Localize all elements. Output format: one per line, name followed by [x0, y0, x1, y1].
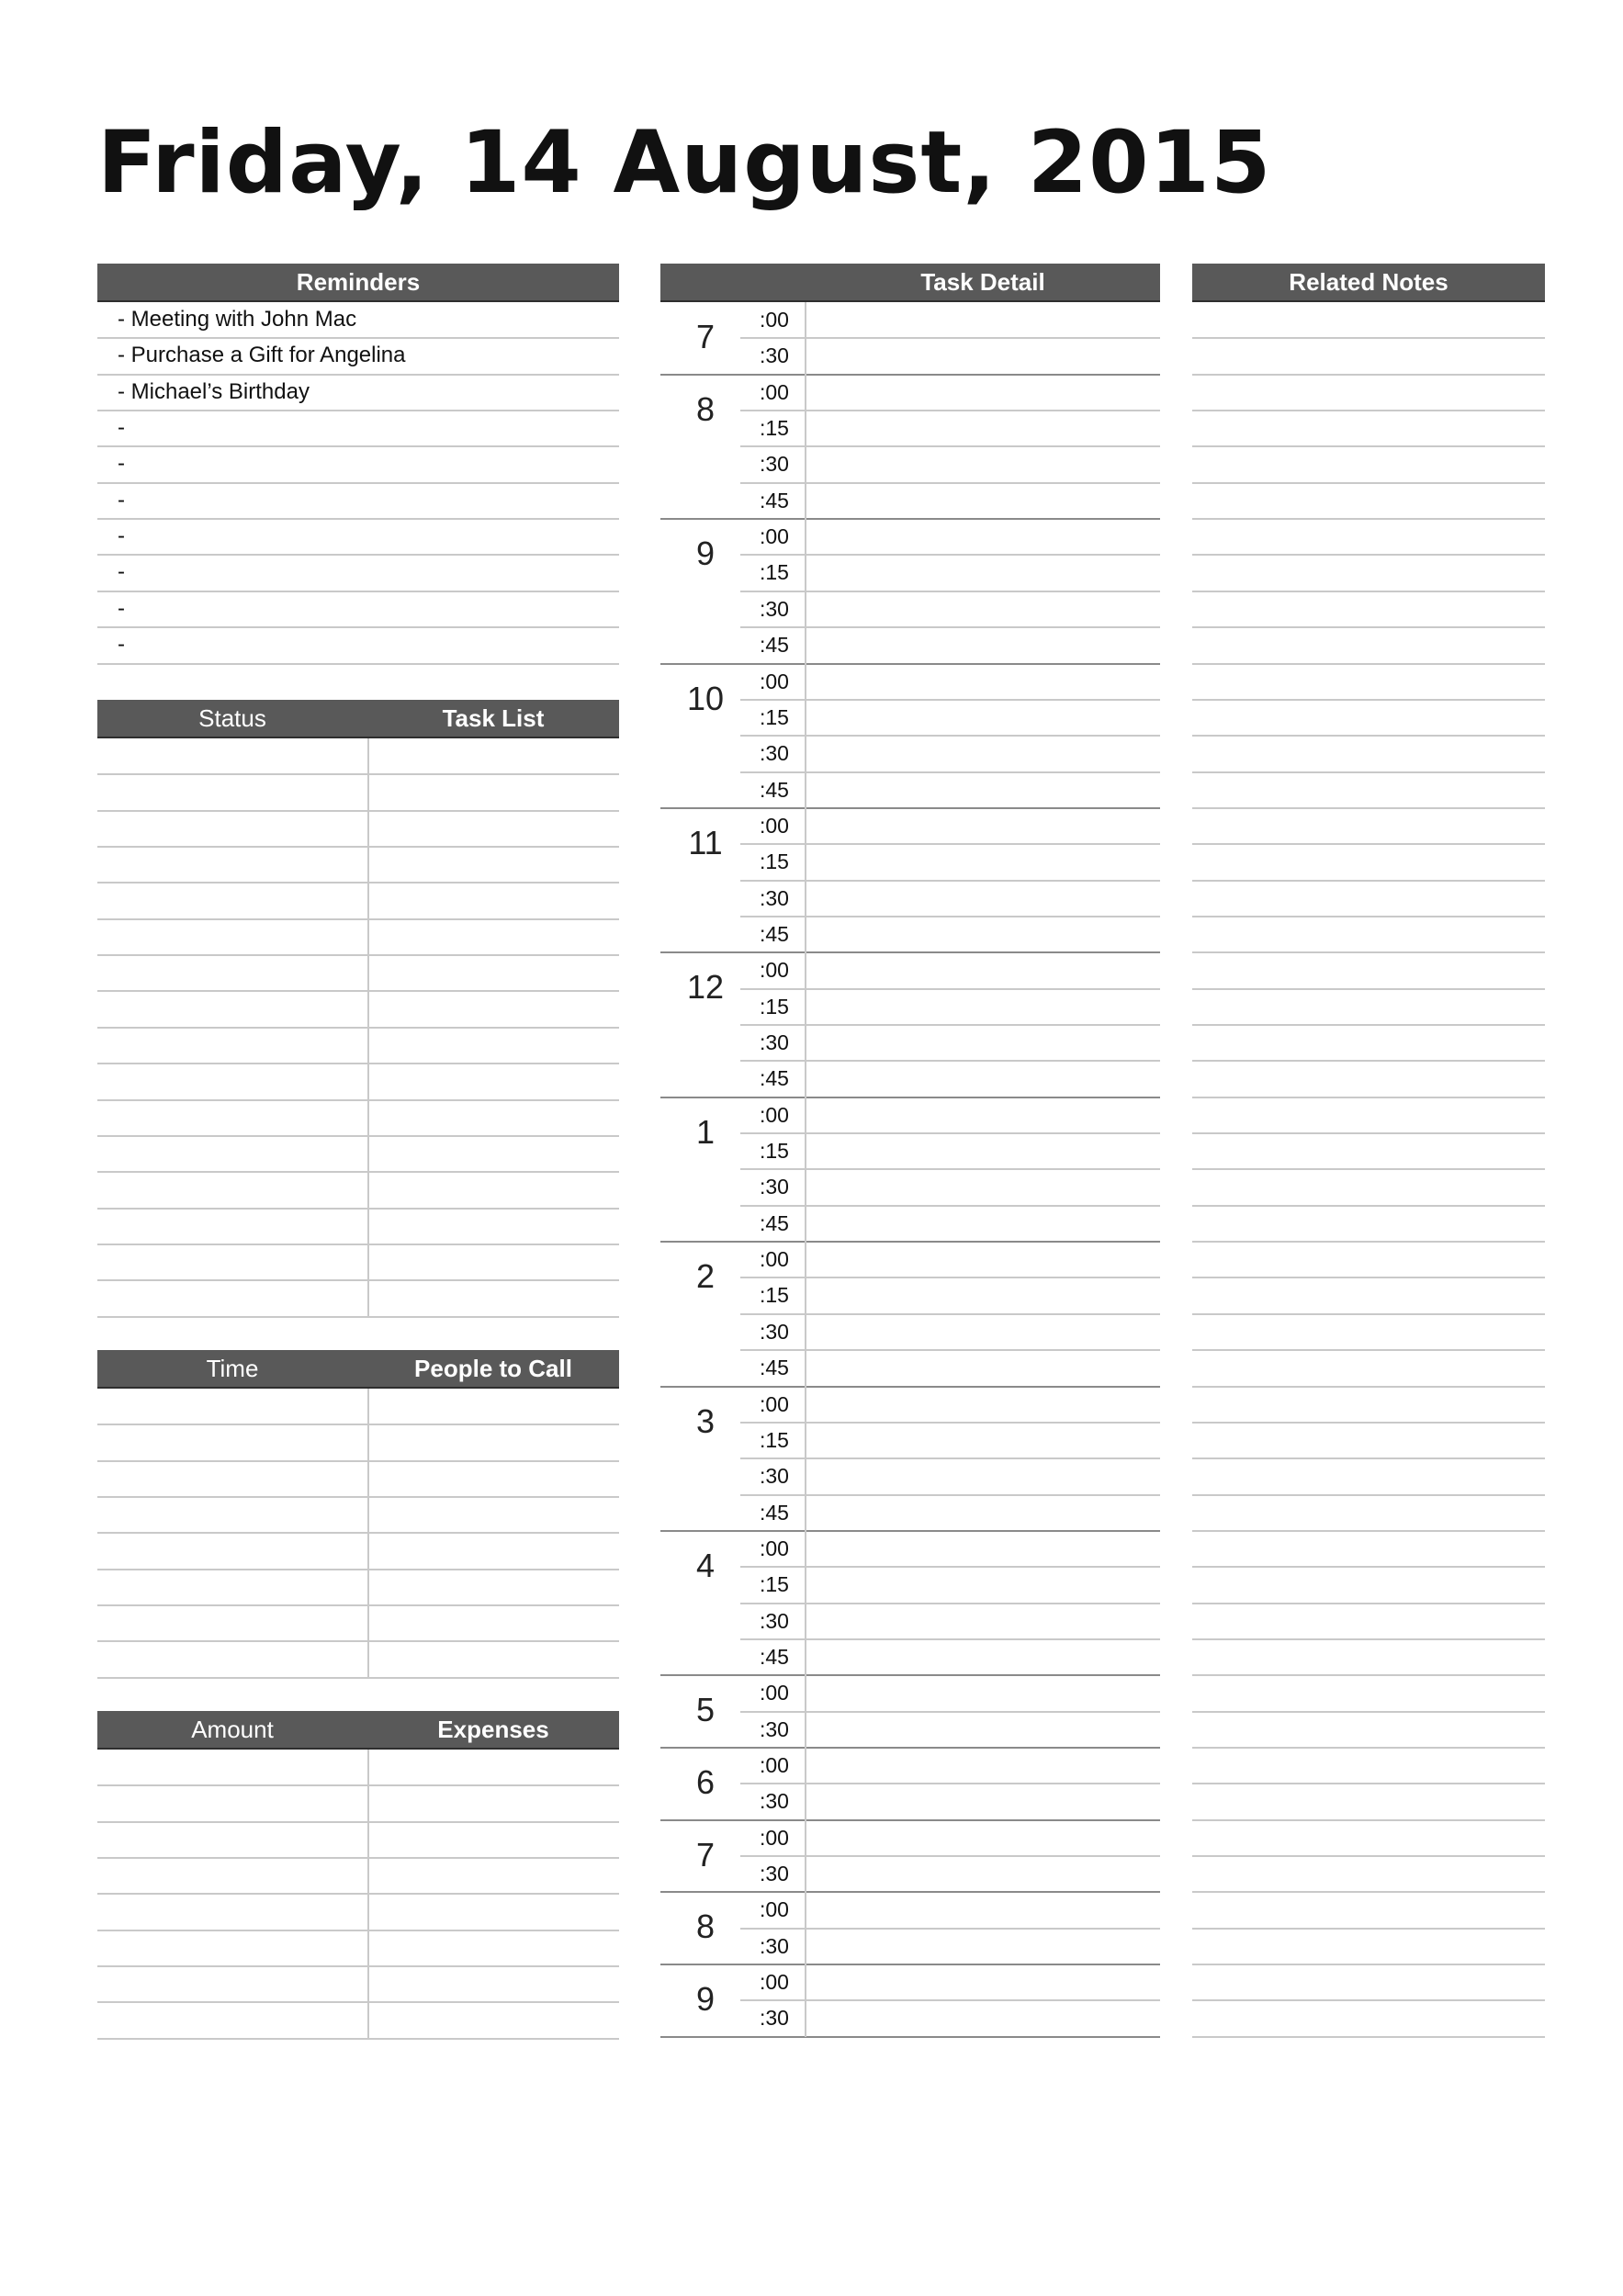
- hour-label: 1: [695, 1112, 716, 1151]
- row-divider: [97, 1569, 619, 1570]
- reminder-item: - Meeting with John Mac: [118, 307, 357, 332]
- notes-line: [1192, 1999, 1545, 2001]
- schedule-divider: [660, 1964, 1160, 1965]
- time-column-header: Time: [206, 1355, 259, 1382]
- reminder-item: - Purchase a Gift for Angelina: [118, 343, 406, 368]
- expenses-column-header: Expenses: [437, 1716, 549, 1743]
- schedule-divider: [660, 1747, 1160, 1749]
- notes-line: [1192, 1132, 1545, 1134]
- task-detail-header-label: Task Detail: [920, 268, 1045, 296]
- schedule-divider: [660, 1891, 1160, 1893]
- row-divider: [97, 1893, 619, 1895]
- notes-line: [1192, 1855, 1545, 1857]
- row-divider: [97, 954, 619, 956]
- minute-label: :00: [760, 1102, 789, 1127]
- notes-line: [1192, 1168, 1545, 1170]
- row-divider: [97, 591, 619, 592]
- minute-label: :00: [760, 1970, 789, 1995]
- minute-label: :00: [760, 813, 789, 838]
- notes-line: [1192, 1603, 1545, 1604]
- row-divider: [97, 1063, 619, 1064]
- notes-line: [1192, 916, 1545, 917]
- minute-label: :00: [760, 1897, 789, 1922]
- schedule-divider: [660, 1530, 1160, 1532]
- minute-label: :30: [760, 1789, 789, 1814]
- people-to-call-column-header: People to Call: [414, 1355, 572, 1382]
- notes-line: [1192, 374, 1545, 376]
- row-divider: [97, 445, 619, 447]
- notes-line: [1192, 1494, 1545, 1496]
- hour-label: 7: [695, 1835, 716, 1874]
- minute-label: :30: [760, 2006, 789, 2031]
- minute-label: :15: [760, 560, 789, 585]
- minute-label: :45: [760, 1644, 789, 1669]
- row-divider: [97, 882, 619, 884]
- notes-line: [1192, 591, 1545, 592]
- hour-label: 4: [695, 1546, 716, 1584]
- notes-line: [1192, 1638, 1545, 1640]
- minute-label: :45: [760, 921, 789, 946]
- hour-label: 9: [695, 1980, 716, 2019]
- row-divider: [97, 1496, 619, 1498]
- row-divider: [97, 410, 619, 411]
- minute-label: :15: [760, 704, 789, 729]
- reminder-item: -: [118, 595, 125, 621]
- row-divider: [97, 1279, 619, 1281]
- minute-label: :30: [760, 452, 789, 477]
- row-divider: [97, 1532, 619, 1534]
- schedule-divider: [660, 663, 1160, 665]
- hour-label: 10: [686, 679, 725, 717]
- minute-label: :30: [760, 1608, 789, 1633]
- people-to-call-header: [97, 1350, 619, 1389]
- row-divider: [97, 1604, 619, 1606]
- row-divider: [97, 1171, 619, 1173]
- notes-line: [1192, 1241, 1545, 1243]
- minute-label: :30: [760, 343, 789, 368]
- schedule-divider: [660, 807, 1160, 809]
- notes-line: [1192, 807, 1545, 809]
- hour-label: 3: [695, 1401, 716, 1440]
- notes-line: [1192, 518, 1545, 520]
- minute-label: :15: [760, 1427, 789, 1452]
- hour-label: 9: [695, 535, 716, 573]
- row-divider: [97, 1244, 619, 1245]
- notes-line: [1192, 2036, 1545, 2038]
- notes-line: [1192, 337, 1545, 339]
- schedule-divider: [660, 1819, 1160, 1821]
- notes-line: [1192, 699, 1545, 701]
- related-notes-header: [1192, 264, 1545, 302]
- minute-label: :00: [760, 1391, 789, 1416]
- minute-label: :00: [760, 1825, 789, 1850]
- minute-label: :15: [760, 850, 789, 874]
- row-divider: [97, 554, 619, 556]
- minute-label: :30: [760, 741, 789, 766]
- row-divider: [97, 1784, 619, 1786]
- notes-line: [1192, 1964, 1545, 1965]
- notes-line: [1192, 1097, 1545, 1098]
- minute-label: :45: [760, 633, 789, 658]
- row-divider: [97, 1857, 619, 1859]
- minute-label: :00: [760, 1247, 789, 1272]
- minute-label: :30: [760, 1933, 789, 1958]
- row-divider: [97, 1460, 619, 1462]
- task-list-column-header: Task List: [442, 704, 545, 732]
- reminders-header-label: Reminders: [296, 268, 421, 296]
- minute-label: :00: [760, 1753, 789, 1777]
- notes-line: [1192, 410, 1545, 411]
- schedule-divider: [660, 2036, 1160, 2038]
- schedule-divider: [660, 1241, 1160, 1243]
- notes-line: [1192, 1711, 1545, 1713]
- hour-label: 7: [695, 318, 716, 355]
- notes-line: [1192, 1674, 1545, 1676]
- schedule-column-divider: [805, 302, 806, 2037]
- hour-label: 6: [695, 1763, 716, 1801]
- reminder-item: -: [118, 523, 125, 549]
- minute-label: :30: [760, 1319, 789, 1344]
- row-divider: [97, 1821, 619, 1823]
- notes-line: [1192, 1783, 1545, 1784]
- minute-label: :45: [760, 1356, 789, 1380]
- notes-line: [1192, 663, 1545, 665]
- row-divider: [97, 846, 619, 848]
- minute-label: :00: [760, 958, 789, 983]
- row-divider: [97, 810, 619, 812]
- minute-label: :30: [760, 1862, 789, 1886]
- minute-label: :00: [760, 524, 789, 549]
- minute-label: :00: [760, 379, 789, 404]
- hour-label: 2: [695, 1257, 716, 1296]
- row-divider: [97, 626, 619, 628]
- notes-line: [1192, 1386, 1545, 1388]
- notes-line: [1192, 1891, 1545, 1893]
- row-divider: [97, 518, 619, 520]
- schedule-divider: [660, 1386, 1160, 1388]
- row-divider: [97, 1208, 619, 1210]
- notes-line: [1192, 1024, 1545, 1026]
- row-divider: [97, 990, 619, 992]
- hour-label: 8: [695, 389, 716, 428]
- expenses-header: [97, 1711, 619, 1750]
- reminder-item: -: [118, 451, 125, 477]
- hour-label: 12: [686, 968, 725, 1007]
- notes-line: [1192, 482, 1545, 484]
- row-divider: [97, 1424, 619, 1425]
- minute-label: :45: [760, 777, 789, 802]
- status-column-header: Status: [198, 704, 266, 732]
- minute-label: :30: [760, 885, 789, 910]
- notes-line: [1192, 1819, 1545, 1821]
- row-divider: [97, 773, 619, 775]
- hour-label: 8: [695, 1908, 716, 1946]
- row-divider: [97, 2001, 619, 2003]
- minute-label: :30: [760, 596, 789, 621]
- notes-line: [1192, 1747, 1545, 1749]
- notes-line: [1192, 1422, 1545, 1424]
- row-divider: [97, 2038, 619, 2040]
- reminder-item: - Michael’s Birthday: [118, 378, 310, 404]
- schedule-divider: [660, 374, 1160, 376]
- reminder-item: -: [118, 415, 125, 441]
- notes-line: [1192, 1458, 1545, 1459]
- reminder-item: -: [118, 632, 125, 658]
- minute-label: :00: [760, 308, 789, 332]
- minute-label: :00: [760, 1681, 789, 1705]
- notes-line: [1192, 880, 1545, 882]
- notes-line: [1192, 1530, 1545, 1532]
- row-divider: [97, 1316, 619, 1318]
- minute-label: :30: [760, 1464, 789, 1489]
- minute-label: :30: [760, 1716, 789, 1741]
- notes-line: [1192, 771, 1545, 773]
- schedule-divider: [660, 951, 1160, 953]
- row-divider: [97, 663, 619, 665]
- schedule-divider: [660, 518, 1160, 520]
- row-divider: [97, 1930, 619, 1931]
- notes-line: [1192, 843, 1545, 845]
- notes-line: [1192, 951, 1545, 953]
- notes-line: [1192, 1313, 1545, 1315]
- page-title: Friday, 14 August, 2015: [97, 113, 1272, 213]
- row-divider: [97, 1135, 619, 1137]
- notes-line: [1192, 1566, 1545, 1568]
- notes-line: [1192, 1060, 1545, 1062]
- notes-line: [1192, 988, 1545, 990]
- notes-line: [1192, 1928, 1545, 1930]
- minute-label: :15: [760, 1139, 789, 1164]
- row-divider: [97, 1027, 619, 1029]
- minute-label: :15: [760, 1572, 789, 1597]
- row-divider: [97, 482, 619, 484]
- minute-label: :15: [760, 416, 789, 441]
- row-divider: [97, 1677, 619, 1679]
- minute-label: :30: [760, 1175, 789, 1199]
- task-list-header: [97, 700, 619, 738]
- row-divider: [97, 1099, 619, 1101]
- minute-label: :45: [760, 1210, 789, 1235]
- notes-line: [1192, 1277, 1545, 1278]
- minute-label: :45: [760, 1500, 789, 1525]
- notes-line: [1192, 1205, 1545, 1207]
- notes-line: [1192, 554, 1545, 556]
- minute-label: :45: [760, 1066, 789, 1091]
- hour-label: 5: [695, 1691, 716, 1729]
- minute-label: :00: [760, 1536, 789, 1560]
- related-notes-header-label: Related Notes: [1289, 268, 1448, 296]
- row-divider: [97, 1965, 619, 1967]
- notes-line: [1192, 445, 1545, 447]
- task-detail-header: [660, 264, 1160, 302]
- reminder-item: -: [118, 559, 125, 585]
- reminder-item: -: [118, 487, 125, 512]
- minute-label: :15: [760, 1283, 789, 1308]
- schedule-divider: [660, 1097, 1160, 1098]
- hour-label: 11: [688, 823, 723, 861]
- reminders-header: [97, 264, 619, 302]
- row-divider: [97, 1640, 619, 1642]
- minute-label: :00: [760, 669, 789, 693]
- notes-line: [1192, 735, 1545, 737]
- notes-line: [1192, 1349, 1545, 1351]
- minute-label: :45: [760, 488, 789, 512]
- minute-label: :30: [760, 1030, 789, 1054]
- schedule-divider: [660, 1674, 1160, 1676]
- notes-line: [1192, 626, 1545, 628]
- minute-label: :15: [760, 994, 789, 1019]
- amount-column-header: Amount: [191, 1716, 274, 1743]
- row-divider: [97, 918, 619, 920]
